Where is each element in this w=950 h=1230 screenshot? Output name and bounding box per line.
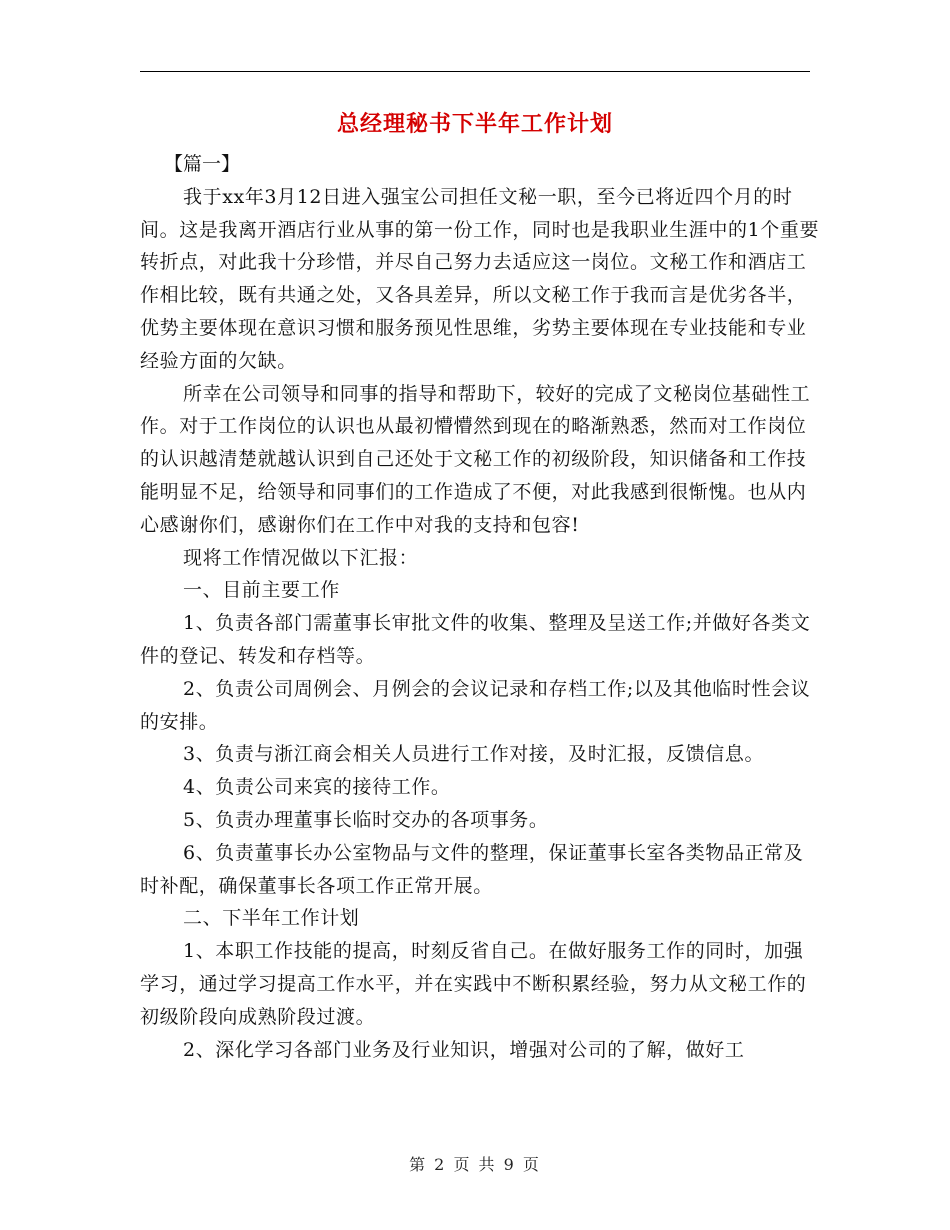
document-body bbox=[140, 148, 820, 1066]
section2-heading: 二、下半年工作计划 bbox=[183, 907, 360, 930]
list-item: 5、负责办理董事长临时交办的各项事务。 bbox=[183, 808, 549, 831]
page-indicator: 第 2 页 共 9 页 bbox=[409, 1155, 541, 1174]
list-item: 2、负责公司周例会、月例会的会议记录和存档工作;以及其他临时性会议的安排。 bbox=[140, 677, 811, 733]
list-item: 2、深化学习各部门业务及行业知识，增强对公司的了解，做好工 bbox=[183, 1038, 745, 1061]
document-title: 总经理秘书下半年工作计划 bbox=[336, 111, 613, 137]
list-item: 1、本职工作技能的提高，时刻反省自己。在做好服务工作的同时，加强学习，通过学习提高工作水平，并在实践中不断积累经验，努力从文秘工作的初级阶段向成熟阶段过渡。 bbox=[140, 940, 807, 1028]
header-rule bbox=[140, 71, 810, 72]
paragraph-intro: 我于xx年3月12日进入强宝公司担任文秘一职，至今已将近四个月的时间。这是我离开酒店行业从事的第一份工作，同时也是我职业生涯中的1个重要转折点，对此我十分珍惜，并尽自己努力去适应这一岗位。文秘工作和酒店工作相比较，既有共通之处，又各具差异，所以文秘工作于我而言是优劣各半，优势主要体现在意识习惯和服务预见性思维，劣势主要体现在专业技能和专业经验方面的欠缺。 bbox=[140, 185, 820, 372]
list-item: 1、负责各部门需董事长审批文件的收集、整理及呈送工作;并做好各类文件的登记、转发和存档等。 bbox=[140, 612, 811, 667]
section-label: 【篇一】 bbox=[164, 153, 241, 175]
list-item: 6、负责董事长办公室物品与文件的整理，保证董事长室各类物品正常及时补配，确保董事长各项工作正常开展。 bbox=[140, 841, 804, 897]
list-item: 3、负责与浙江商会相关人员进行工作对接，及时汇报，反馈信息。 bbox=[183, 743, 765, 766]
paragraph-gratitude: 所幸在公司领导和同事的指导和帮助下，较好的完成了文秘岗位基础性工作。对于工作岗位的认识也从最初懵懵然到现在的略渐熟悉，然而对工作岗位的认识越清楚就越认识到自己还处于文秘工作的初级阶段，知识储备和工作技能明显不足，给领导和同事们的工作造成了不便，对此我感到很惭愧。也从内心感谢你们，感谢你们在工作中对我的支持和包容! bbox=[140, 382, 811, 536]
list-item: 4、负责公司来宾的接待工作。 bbox=[183, 776, 451, 799]
section1-heading: 一、目前主要工作 bbox=[183, 579, 340, 602]
paragraph-report-lead: 现将工作情况做以下汇报： bbox=[183, 546, 419, 569]
